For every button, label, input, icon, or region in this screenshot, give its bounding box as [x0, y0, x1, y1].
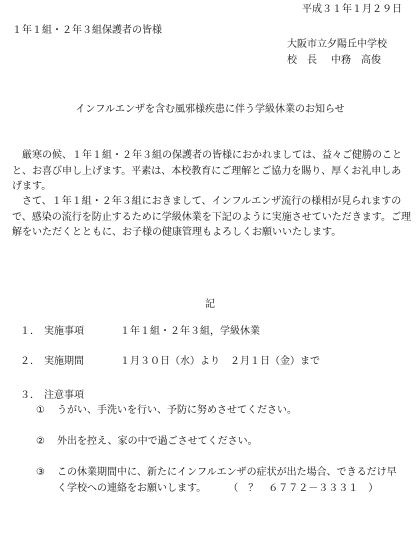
- greeting-paragraph: 厳寒の候、１年１組・２年３組の保護者の皆様におかれましては、益々ご健勝のことと、お喜び申し上げます。平素は、本校教育にご理解とご協力を賜り、厚くお礼申しあげます。: [12, 150, 402, 192]
- note-mark: ②: [36, 436, 45, 447]
- school-phone: （ ？ ６７７２－３３３１ ）: [228, 483, 379, 494]
- item-number: ２．: [20, 356, 40, 367]
- item-label: 実施事項: [44, 326, 84, 337]
- issue-date: 平成３１年１月２９日: [302, 4, 402, 15]
- note-text: 外出を控え、家の中で過ごさせてください。: [57, 436, 258, 447]
- item-number: １．: [20, 326, 40, 337]
- item-label: 注意事項: [44, 390, 84, 401]
- item-value: １月３０日（水）より ２月１日（金）まで: [120, 356, 320, 367]
- note-text-cont: く学校への連絡をお願いします。: [57, 483, 207, 494]
- note-mark: ①: [36, 405, 45, 416]
- notice-title: インフルエンザを含む風邪様疾患に伴う学級休業のお知らせ: [75, 104, 345, 115]
- principal-name: 中務 高俊: [331, 55, 381, 66]
- item-label: 実施期間: [44, 356, 84, 367]
- note-mark: ③: [36, 467, 45, 478]
- note-text: この休業期間中に、新たにインフルエンザの症状が出た場合、できるだけ早: [57, 467, 397, 478]
- item-number: ３．: [20, 390, 40, 401]
- note-text-continuation: [57, 483, 378, 495]
- principal-signature: [287, 55, 381, 67]
- ki-heading: 記: [205, 299, 215, 310]
- item-value: １年１組・２年３組，学級休業: [120, 326, 260, 337]
- notice-paragraph: さて、１年１組・２年３組におきまして、インフルエンザ流行の様相が見られますので、感染の流行を防止するために学級休業を下記のように実施させていただきます。ご理解をいただくとともに、お子様の健康管理もよろしくお願いいたします。: [12, 196, 411, 238]
- principal-role: 校 長: [287, 55, 317, 66]
- addressee: １年１組・２年３組保護者の皆様: [12, 25, 162, 36]
- note-text: うがい、手洗いを行い、予防に努めさせてください。: [57, 405, 297, 416]
- school-name: 大阪市立夕陽丘中学校: [287, 39, 387, 50]
